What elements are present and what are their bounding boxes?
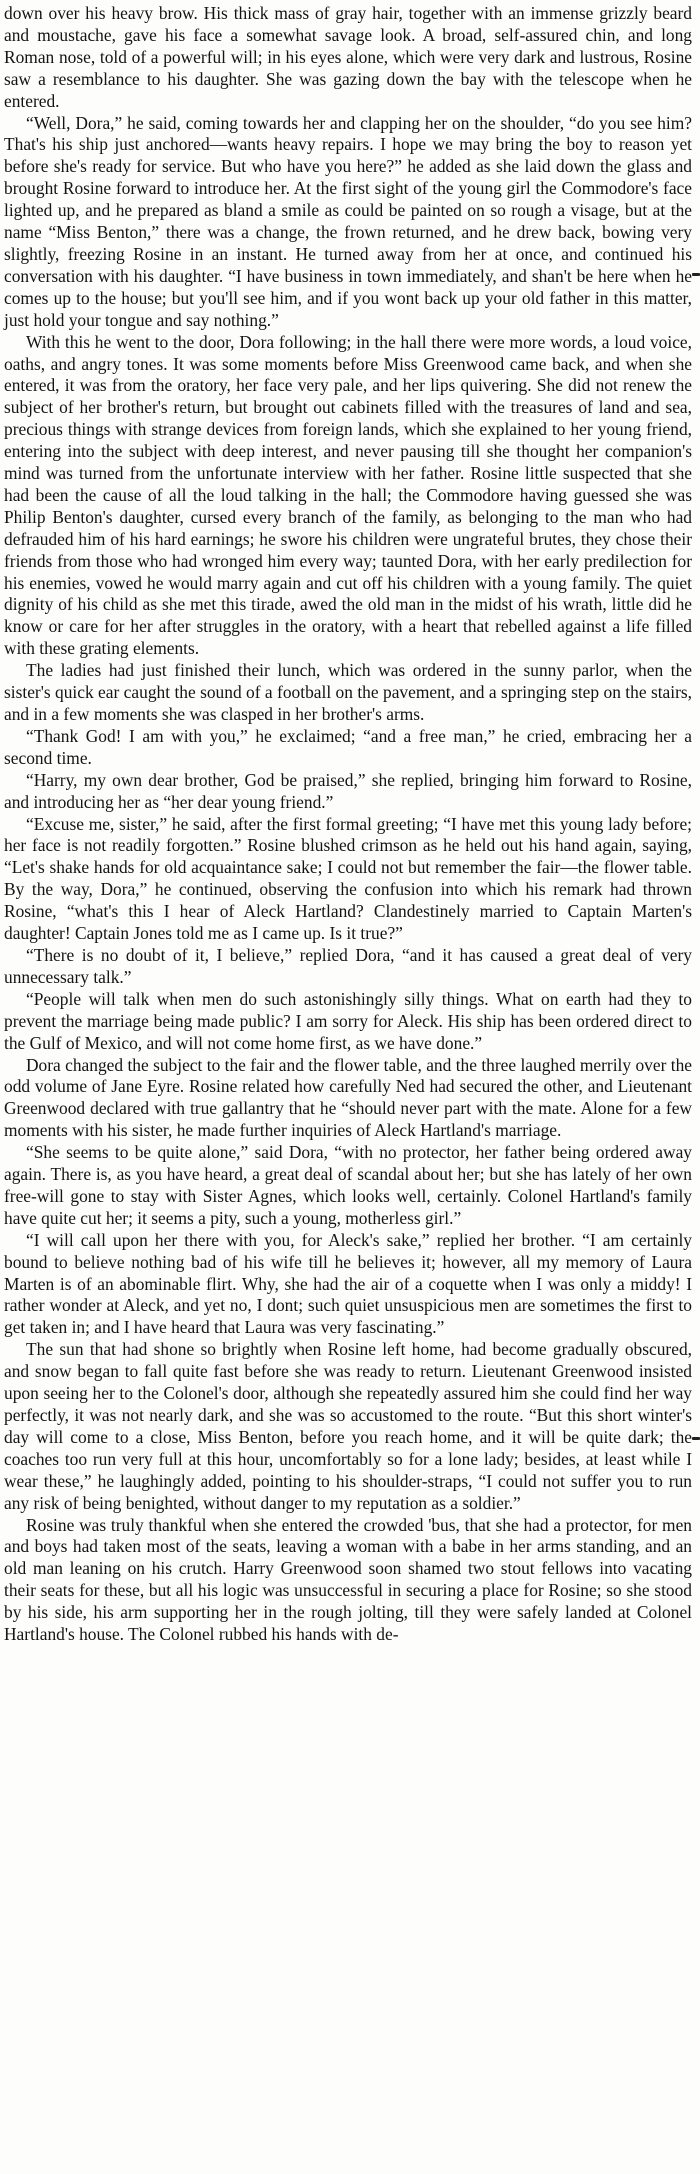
paragraph-excuse-me-sister: “Excuse me, sister,” he said, after the first formal greeting; “I have met this young lady before; her face is not readily forgotten.” Rosine blushed crimson as he held out his hand again, saying, “Let's shake hands for old acquaintance sake; I could not but remember the fair—the flower table. By the way, Dora,” he continued, observing the confusion into which his remark had thrown Rosine, “what's this I hear of Aleck Hartland? Clandestinely married to Captain Marten's daughter! Captain Jones told me as I came up. Is it true?” <box>4 813 692 944</box>
paragraph-harry-greeting: “Harry, my own dear brother, God be praised,” she replied, bringing him forward to Rosine, and introducing her as “her dear young friend.” <box>4 769 692 812</box>
paragraph-snow-began: The sun that had shone so brightly when Rosine left home, had become gradually obscured, and snow began to fall quite fast before she was ready to return. Lieutenant Greenwood insisted upon seeing her to the Colonel's door, although she repeatedly assured him she could find her way perfectly, it was not nearly dark, and she was so accustomed to the route. “But this short winter's day will come to a close, Miss Benton, before you reach home, and it will be quite dark; the coaches too run very full at this hour, uncomfortably so for a lone lady; besides, at least while I wear these,” he laughingly added, pointing to his shoulder-straps, “I could not suffer you to run any risk of being benighted, without danger to my reputation as a soldier.” <box>4 1339 692 1513</box>
paragraph-commodore-description: down over his heavy brow. His thick mass of gray hair, together with an immense grizzly beard and moustache, gave his face a somewhat savage look. A broad, self-assured chin, and long Roman nose, told of a powerful will; in his eyes alone, which were very dark and lustrous, Rosine saw a resemblance to his daughter. She was gazing down the bay with the telescope when he entered. <box>4 3 692 111</box>
paragraph-crowded-bus: Rosine was truly thankful when she entered the crowded 'bus, that she had a protector, for men and boys had taken most of the seats, leaving a woman with a babe in her arms standing, and an old man leaning on his crutch. Harry Greenwood soon shamed two stout fellows into vacating their seats for these, but all his logic was unsuccessful in securing a place for Rosine; so she stood by his side, his arm supporting her in the rough jolting, till they were safely landed at Colonel Hartland's house. The Colonel rubbed his hands with de- <box>4 1514 692 1645</box>
paragraph-brother-arrives: The ladies had just finished their lunch, which was ordered in the sunny parlor, when the sister's quick ear caught the sound of a football on the pavement, and a springing step on the stairs, and in a few moments she was clasped in her brother's arms. <box>4 660 692 724</box>
paragraph-commodore-greeting: “Well, Dora,” he said, coming towards her and clapping her on the shoulder, “do you see him? That's his ship just anchored—wants heavy repairs. I hope we may bring the boy to reason yet before she's ready for service. But who have you here?” he added as she laid down the glass and brought Rosine forward to introduce her. At the first sight of the young girl the Commodore's face lighted up, and he prepared as bland a smile as could be painted on so rough a visage, but at the name “Miss Benton,” there was a change, the frown returned, and he drew back, bowing very slightly, freezing Rosine in an instant. He turned away from her at once, and continued his conversation with his daughter. “I have business in town immediately, and shan't be here when he comes up to the house; but you'll see him, and if you wont back up your old father in this matter, just hold your tongue and say nothing.” <box>4 112 692 330</box>
margin-mark <box>692 273 700 276</box>
paragraph-call-upon-her: “I will call upon her there with you, for Aleck's sake,” replied her brother. “I am certainly bound to believe nothing bad of his wife till he believes it; however, all my memory of Laura Marten is of an abominable flirt. Why, she had the air of a coquette when I was only a middy! I rather wonder at Aleck, and yet no, I dont; such quiet unsuspicious men are sometimes the first to get taken in; and I have heard that Laura was very fascinating.” <box>4 1229 692 1338</box>
paragraph-dora-changed-subject: Dora changed the subject to the fair and the flower table, and the three laughed merrily over the odd volume of Jane Eyre. Rosine related how carefully Ned had secured the other, and Lieutenant Greenwood declared with true gallantry that he “should never part with the mate. Alone for a few moments with his sister, he made further inquiries of Aleck Hartland's marriage. <box>4 1054 692 1141</box>
paragraph-no-doubt: “There is no doubt of it, I believe,” replied Dora, “and it has caused a great deal of very unnecessary talk.” <box>4 944 692 987</box>
paragraph-people-will-talk: “People will talk when men do such astonishingly silly things. What on earth had they to prevent the marriage being made public? I am sorry for Aleck. His ship has been ordered direct to the Gulf of Mexico, and will not come home first, as we have done.” <box>4 988 692 1053</box>
paragraph-hall-argument: With this he went to the door, Dora following; in the hall there were more words, a loud voice, oaths, and angry tones. It was some moments before Miss Greenwood came back, and when she entered, it was from the oratory, her face very pale, and her lips quivering. She did not renew the subject of her brother's return, but brought out cabinets filled with the treasures of land and sea, precious things with strange devices from foreign lands, which she explained to her young friend, entering into the subject with deep interest, and never pausing till she thought her companion's mind was turned from the unfortunate interview with her father. Rosine little suspected that she had been the cause of all the loud talking in the hall; the Commodore having guessed she was Philip Benton's daughter, cursed every branch of the family, as belonging to the man who had defrauded him of his hard earnings; he swore his children were ungrateful brutes, they chose their friends from those who had wronged him every way; taunted Dora, with her early predilection for his enemies, vowed he would marry again and cut off his children with a young family. The quiet dignity of his child as she met this tirade, awed the old man in the midst of his wrath, little did he know or care for her after struggles in the oratory, with a heart that rebelled against a life filled with these grating elements. <box>4 331 692 659</box>
margin-mark <box>692 1437 700 1440</box>
paragraph-quite-alone: “She seems to be quite alone,” said Dora, “with no protector, her father being ordered away again. There is, as you have heard, a great deal of scandal about her; but she has lately of her own free-will gone to stay with Sister Agnes, which looks well, certainly. Colonel Hartland's family have quite cut her; it seems a pity, such a young, motherless girl.” <box>4 1142 692 1228</box>
paragraph-thank-god: “Thank God! I am with you,” he exclaimed; “and a free man,” he cried, embracing her a second time. <box>4 725 692 768</box>
